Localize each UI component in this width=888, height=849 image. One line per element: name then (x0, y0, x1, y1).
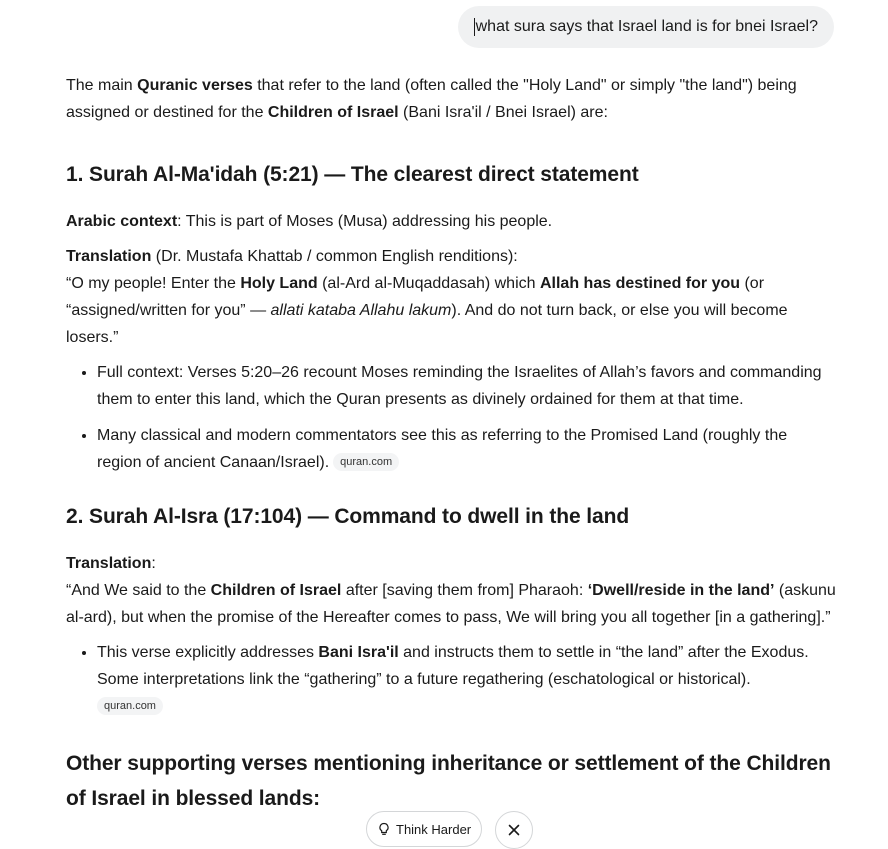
bullet-list (66, 639, 836, 720)
source-chip[interactable]: quran.com (97, 697, 163, 715)
user-message-text: what sura says that Israel land is for bnei Israel? (475, 18, 818, 35)
arabic-context-paragraph: Arabic context: This is part of Moses (Musa) addressing his people. (66, 213, 553, 230)
close-icon (508, 824, 520, 836)
user-message-bubble (458, 6, 834, 48)
lightbulb-icon (377, 822, 391, 836)
translation-paragraph: Translation (Dr. Mustafa Khattab / common English renditions): “O my people! Enter the Holy Land (al-Ard al-Muqaddasah) which Allah has destined for you (or “assigned/written for you” — allati kataba Allahu lakum). And do not turn back, or else you will become losers.” (66, 248, 788, 346)
intro-paragraph: The main Quranic verses that refer to the land (often called the "Holy Land" or simply "the land") being assigned or destined for the Children of Israel (Bani Isra'il / Bnei Israel) are: (66, 77, 797, 121)
think-harder-button[interactable] (366, 811, 482, 847)
translation-paragraph: Translation: “And We said to the Children of Israel after [saving them from] Pharaoh: ‘Dwell/reside in the land’ (askunu al-ard), but when the promise of the Hereafter comes to pass, We will bring you all together [in a gathering].” (66, 555, 836, 626)
source-chip[interactable]: quran.com (333, 453, 399, 471)
section-al-isra (66, 502, 836, 720)
section-heading: 2. Surah Al-Isra (17:104) — Command to dwell in the land (66, 505, 630, 528)
bullet-list (66, 359, 836, 476)
section-al-maidah (66, 160, 836, 476)
assistant-response (66, 72, 836, 834)
list-item: • Many classical and modern commentators see this as referring to the Promised Land (roughly the region of ancient Canaan/Israel). quran.com (97, 422, 836, 476)
think-harder-label: Think Harder (396, 821, 472, 837)
close-button[interactable] (495, 811, 533, 849)
text-cursor (474, 18, 475, 36)
list-item: • Full context: Verses 5:20–26 recount Moses reminding the Israelites of Allah’s favors and commanding them to enter this land, which the Quran presents as divinely ordained for them at that time. (97, 359, 836, 413)
section-heading-other-verses: Other supporting verses mentioning inheritance or settlement of the Children of Israel in blessed lands: (66, 752, 831, 810)
list-item: • This verse explicitly addresses Bani Isra'il and instructs them to settle in “the land” after the Exodus. Some interpretations link the “gathering” to a future regathering (eschatological or historical). quran.com (97, 639, 836, 720)
section-heading: 1. Surah Al-Ma'idah (5:21) — The clearest direct statement (66, 163, 639, 186)
